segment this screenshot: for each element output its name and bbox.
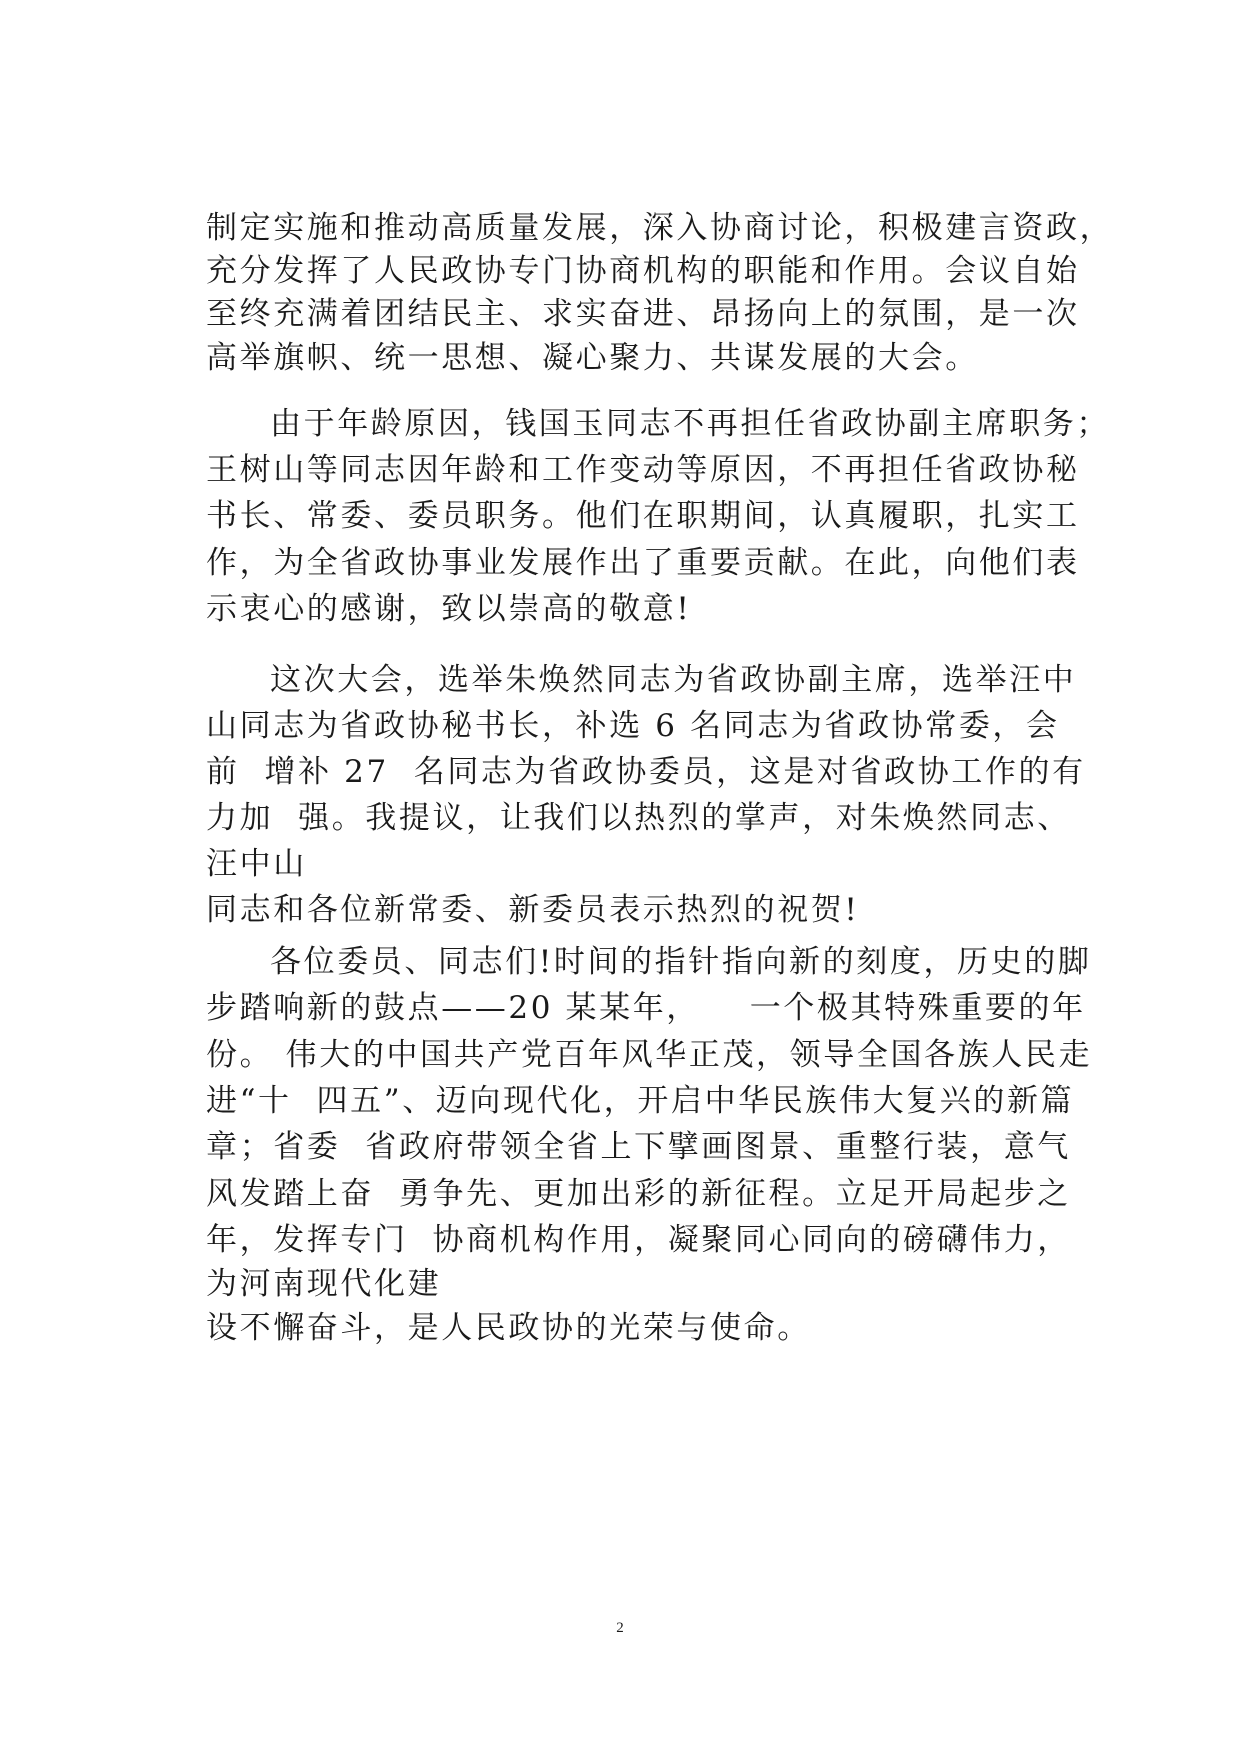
paragraph-start-line: 各位委员、同志们!时间的指针指向新的刻度，历史的脚: [270, 944, 1092, 980]
text-line: 王树山等同志因年龄和工作变动等原因，不再担任省政协秘: [206, 452, 1080, 488]
text-line: 力加 强。我提议，让我们以热烈的掌声，对朱焕然同志、: [206, 800, 1071, 836]
text-line: 为河南现代化建: [206, 1266, 442, 1302]
text-line: 示衷心的感谢，致以崇高的敬意!: [206, 591, 692, 627]
page-number: 2: [616, 1620, 624, 1636]
text-line: 设不懈奋斗，是人民政协的光荣与使命。: [206, 1310, 811, 1346]
text-line: 章；省委 省政府带领全省上下擘画图景、重整行装，意气: [206, 1129, 1071, 1165]
text-line: 同志和各位新常委、新委员表示热烈的祝贺!: [206, 892, 860, 928]
text-line: 份。 伟大的中国共产党百年风华正茂，领导全国各族人民走: [206, 1037, 1093, 1073]
paragraph-start-line: 这次大会，选举朱焕然同志为省政协副主席，选举汪中: [270, 662, 1077, 698]
text-line: 至终充满着团结民主、求实奋进、昂扬向上的氛围，是一次: [206, 296, 1080, 332]
text-line: 制定实施和推动高质量发展，深入协商讨论，积极建言资政，: [206, 210, 1114, 246]
text-line: 作，为全省政协事业发展作出了重要贡献。在此，向他们表: [206, 545, 1080, 581]
paragraph-start-line: 由于年龄原因，钱国玉同志不再担任省政协副主席职务；: [270, 406, 1110, 442]
text-line: 山同志为省政协秘书长，补选 6 名同志为省政协常委，会: [206, 708, 1060, 744]
text-line: 风发踏上奋 勇争先、更加出彩的新征程。立足开局起步之: [206, 1176, 1071, 1212]
text-line: 书长、常委、委员职务。他们在职期间，认真履职，扎实工: [206, 498, 1080, 534]
text-line: 进“十 四五”、迈向现代化，开启中华民族伟大复兴的新篇: [206, 1083, 1075, 1119]
text-line: 高举旗帜、统一思想、凝心聚力、共谋发展的大会。: [206, 340, 979, 376]
text-line: 年，发挥专门 协商机构作用，凝聚同心同向的磅礴伟力，: [206, 1222, 1071, 1258]
text-line: 步踏响新的鼓点——20 某某年， 一个极其特殊重要的年: [206, 990, 1086, 1026]
text-line: 前 增补 27 名同志为省政协委员，这是对省政协工作的有: [206, 754, 1086, 790]
text-line: 汪中山: [206, 846, 307, 882]
text-line: 充分发挥了人民政协专门协商机构的职能和作用。会议自始: [206, 253, 1080, 289]
